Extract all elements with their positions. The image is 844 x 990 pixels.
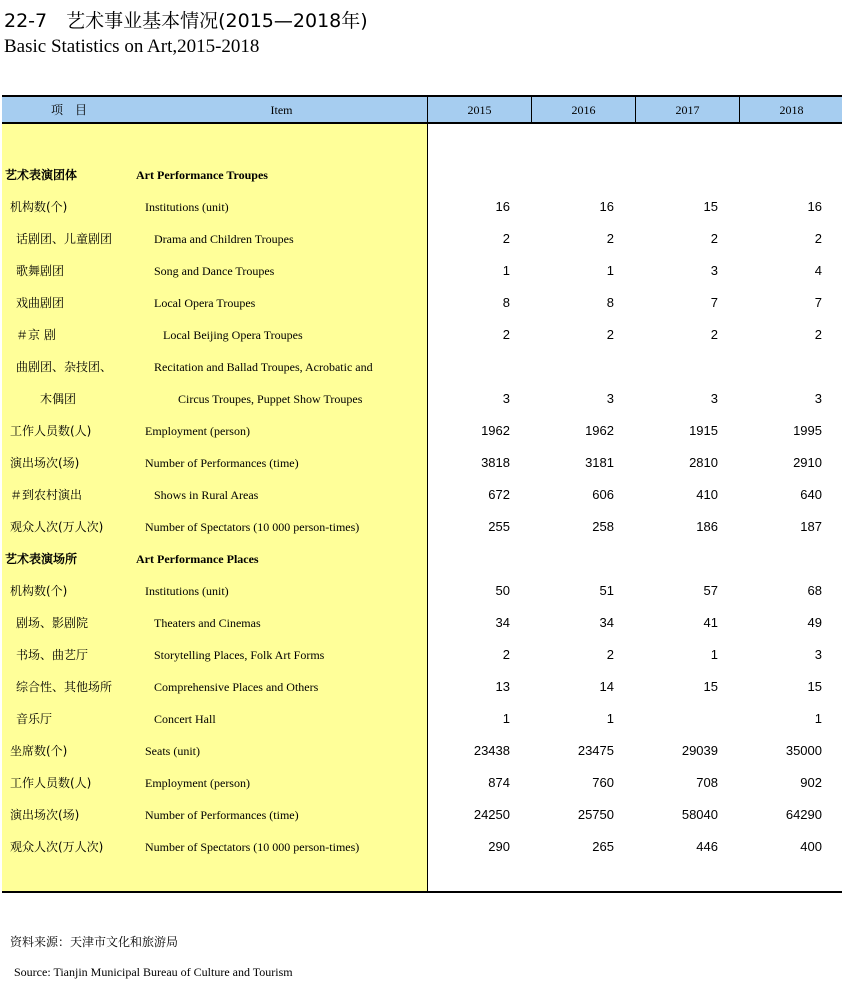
cell-value-2018: 49: [807, 615, 822, 630]
cell-value-2016: 760: [592, 775, 614, 790]
cell-value-2017: 15: [703, 679, 718, 694]
cell-value-2016: 1962: [585, 423, 614, 438]
row-label-en: Employment (person): [145, 424, 250, 438]
row-label-en: Number of Spectators (10 000 person-times): [145, 840, 360, 854]
header-item-en: Item: [270, 103, 293, 117]
row-label-cn: ＃到农村演出: [10, 488, 83, 502]
cell-value-2018: 2910: [793, 455, 822, 470]
cell-value-2015: 2: [502, 327, 510, 342]
cell-value-2016: 606: [592, 487, 614, 502]
cell-value-2017: 2: [710, 231, 718, 246]
row-label-en: Number of Spectators (10 000 person-times): [145, 520, 360, 534]
table-row: [2, 197, 842, 229]
page-title-en: Basic Statistics on Art,2015-2018: [4, 36, 260, 57]
cell-value-2016: 34: [599, 615, 614, 630]
row-label-en: Seats (unit): [145, 744, 200, 758]
header-item-cn: 项 目: [50, 103, 87, 117]
header-year-2016: 2016: [531, 97, 635, 124]
row-label-en: Local Opera Troupes: [154, 296, 256, 310]
table-row: [2, 677, 842, 709]
row-label-cn: 演出场次(场): [10, 456, 80, 470]
cell-value-2016: 1: [606, 263, 614, 278]
cell-value-2018: 35000: [785, 743, 822, 758]
table-row: [2, 645, 842, 677]
row-label-cn: 综合性、其他场所: [16, 680, 113, 694]
cell-value-2016: 23475: [577, 743, 614, 758]
table-row: [2, 549, 842, 581]
table-row: [2, 293, 842, 325]
table-row: [2, 805, 842, 837]
cell-value-2016: 25750: [577, 807, 614, 822]
cell-value-2016: 16: [599, 199, 614, 214]
cell-value-2017: 2: [710, 327, 718, 342]
table-header: [2, 95, 842, 124]
row-label-cn: 戏曲剧团: [16, 296, 65, 310]
row-label-cn: 艺术表演团体: [5, 168, 78, 182]
cell-value-2016: 258: [592, 519, 614, 534]
cell-value-2018: 400: [800, 839, 822, 854]
cell-value-2015: 1: [502, 263, 510, 278]
cell-value-2016: 3: [606, 391, 614, 406]
cell-value-2018: 15: [807, 679, 822, 694]
header-year-2015: 2015: [427, 97, 531, 124]
cell-value-2016: 8: [606, 295, 614, 310]
cell-value-2016: 3181: [585, 455, 614, 470]
cell-value-2015: 2: [502, 231, 510, 246]
row-label-cn: 坐席数(个): [10, 744, 68, 758]
table-bottom-border: [2, 891, 842, 893]
cell-value-2015: 24250: [473, 807, 510, 822]
table-row: [2, 229, 842, 261]
cell-value-2018: 1: [814, 711, 822, 726]
row-label-en: Number of Performances (time): [145, 456, 299, 470]
cell-value-2018: 7: [814, 295, 822, 310]
cell-value-2017: 1: [710, 647, 718, 662]
cell-value-2018: 4: [814, 263, 822, 278]
cell-value-2015: 50: [495, 583, 510, 598]
row-label-cn: 机构数(个): [10, 200, 68, 214]
row-label-en: Concert Hall: [154, 712, 216, 726]
cell-value-2015: 2: [502, 647, 510, 662]
cell-value-2017: 446: [696, 839, 718, 854]
row-label-cn: 工作人员数(人): [10, 776, 92, 790]
cell-value-2018: 16: [807, 199, 822, 214]
header-year-2017: 2017: [635, 97, 739, 124]
cell-value-2015: 874: [488, 775, 510, 790]
row-label-en: Number of Performances (time): [145, 808, 299, 822]
cell-value-2015: 1: [502, 711, 510, 726]
cell-value-2017: 1915: [689, 423, 718, 438]
cell-value-2018: 68: [807, 583, 822, 598]
cell-value-2017: 3: [710, 263, 718, 278]
cell-value-2017: 2810: [689, 455, 718, 470]
row-label-cn: 艺术表演场所: [5, 552, 78, 566]
table-row: [2, 325, 842, 357]
row-label-en: Institutions (unit): [145, 200, 229, 214]
cell-value-2015: 672: [488, 487, 510, 502]
row-label-en: Drama and Children Troupes: [154, 232, 294, 246]
row-label-en: Theaters and Cinemas: [154, 616, 261, 630]
row-label-cn: 机构数(个): [10, 584, 68, 598]
row-label-en: Comprehensive Places and Others: [154, 680, 319, 694]
row-label-cn: 演出场次(场): [10, 808, 80, 822]
row-label-en: Circus Troupes, Puppet Show Troupes: [178, 392, 363, 406]
table-row: [2, 773, 842, 805]
table-row: [2, 261, 842, 293]
row-label-cn: 音乐厅: [16, 712, 53, 726]
cell-value-2017: 708: [696, 775, 718, 790]
source-note-cn: 资料来源：天津市文化和旅游局: [10, 935, 179, 949]
table-row: [2, 421, 842, 453]
cell-value-2016: 2: [606, 647, 614, 662]
cell-value-2015: 23438: [473, 743, 510, 758]
cell-value-2018: 640: [800, 487, 822, 502]
cell-value-2016: 1: [606, 711, 614, 726]
row-label-cn: 书场、曲艺厅: [16, 648, 89, 662]
cell-value-2016: 51: [599, 583, 614, 598]
cell-value-2016: 265: [592, 839, 614, 854]
page-title-cn: 22-7 艺术事业基本情况(2015—2018年): [4, 10, 368, 32]
table-row: [2, 453, 842, 485]
cell-value-2018: 187: [800, 519, 822, 534]
cell-value-2017: 58040: [681, 807, 718, 822]
cell-value-2018: 902: [800, 775, 822, 790]
cell-value-2015: 13: [495, 679, 510, 694]
table-row: [2, 741, 842, 773]
row-label-cn: 曲剧团、杂技团、: [16, 360, 113, 374]
source-note-en: Source: Tianjin Municipal Bureau of Culture and Tourism: [14, 965, 293, 979]
row-label-cn: 剧场、影剧院: [16, 616, 89, 630]
cell-value-2018: 1995: [793, 423, 822, 438]
cell-value-2015: 3818: [481, 455, 510, 470]
cell-value-2018: 3: [814, 647, 822, 662]
table-row: [2, 517, 842, 549]
cell-value-2015: 34: [495, 615, 510, 630]
cell-value-2017: 7: [710, 295, 718, 310]
cell-value-2015: 16: [495, 199, 510, 214]
cell-value-2017: 3: [710, 391, 718, 406]
table-row: [2, 837, 842, 869]
table-row: [2, 581, 842, 613]
cell-value-2018: 2: [814, 327, 822, 342]
cell-value-2017: 29039: [681, 743, 718, 758]
table-row: [2, 709, 842, 741]
row-label-en: Storytelling Places, Folk Art Forms: [154, 648, 325, 662]
cell-value-2018: 2: [814, 231, 822, 246]
row-label-cn: 观众人次(万人次): [10, 840, 104, 854]
cell-value-2015: 3: [502, 391, 510, 406]
cell-value-2015: 255: [488, 519, 510, 534]
cell-value-2017: 57: [703, 583, 718, 598]
cell-value-2016: 2: [606, 231, 614, 246]
cell-value-2018: 64290: [785, 807, 822, 822]
table-row: [2, 165, 842, 197]
row-label-cn: 观众人次(万人次): [10, 520, 104, 534]
table-row: [2, 357, 842, 389]
cell-value-2018: 3: [814, 391, 822, 406]
table-row: [2, 485, 842, 517]
cell-value-2015: 290: [488, 839, 510, 854]
row-label-en: Song and Dance Troupes: [154, 264, 275, 278]
header-year-2018: 2018: [739, 97, 843, 124]
row-label-en: Employment (person): [145, 776, 250, 790]
cell-value-2017: 41: [703, 615, 718, 630]
row-label-cn: 歌舞剧团: [16, 264, 65, 278]
cell-value-2016: 2: [606, 327, 614, 342]
table-row: [2, 389, 842, 421]
row-label-en: Local Beijing Opera Troupes: [163, 328, 303, 342]
row-label-cn: 话剧团、儿童剧团: [16, 232, 113, 246]
row-label-en: Institutions (unit): [145, 584, 229, 598]
statistics-table: [2, 95, 842, 892]
row-label-cn: ＃京 剧: [16, 328, 56, 342]
row-label-en: Art Performance Troupes: [136, 168, 268, 182]
table-row: [2, 613, 842, 645]
cell-value-2017: 410: [696, 487, 718, 502]
row-label-en: Shows in Rural Areas: [154, 488, 259, 502]
cell-value-2017: 15: [703, 199, 718, 214]
cell-value-2016: 14: [599, 679, 614, 694]
cell-value-2015: 1962: [481, 423, 510, 438]
row-label-en: Art Performance Places: [136, 552, 259, 566]
row-label-en: Recitation and Ballad Troupes, Acrobatic and: [154, 360, 373, 374]
cell-value-2017: 186: [696, 519, 718, 534]
row-label-cn: 木偶团: [40, 392, 77, 406]
row-label-cn: 工作人员数(人): [10, 424, 92, 438]
cell-value-2015: 8: [502, 295, 510, 310]
